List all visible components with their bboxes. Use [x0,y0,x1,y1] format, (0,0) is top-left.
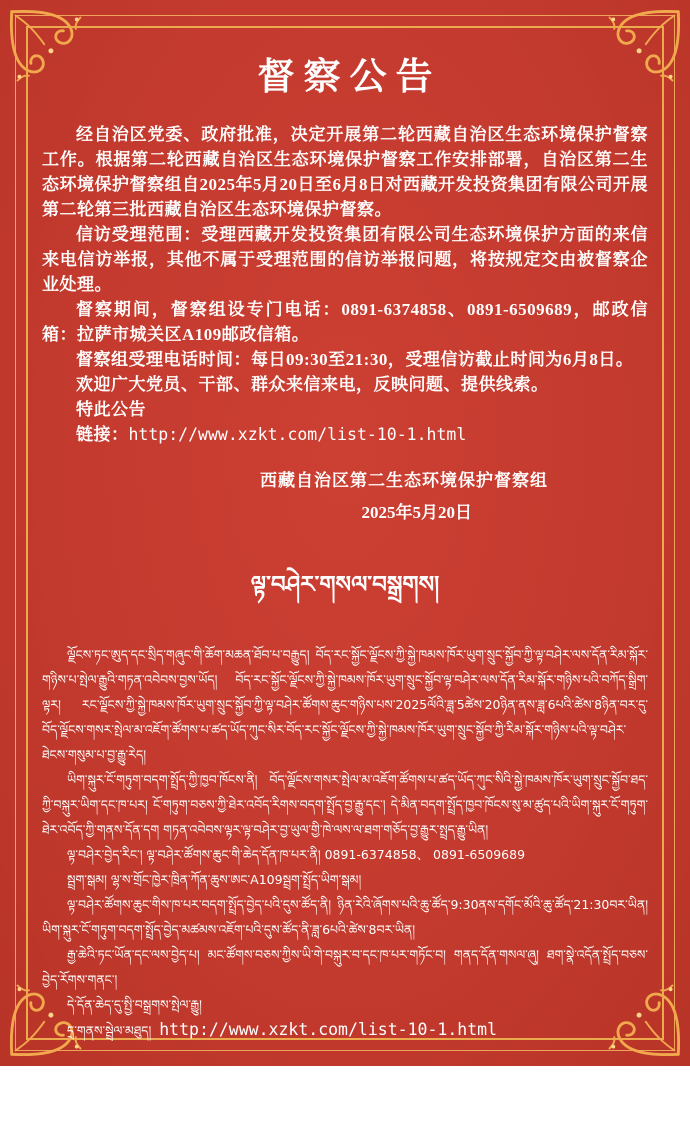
paragraph-bo-approval: ལྗོངས་ཏང་ཨུད་དང་སྲིད་གཞུང་གི་ཆོག་མཆན་ཐོབ་པ་བརྒྱུད། བོད་རང་སྐྱོང་ལྗོངས་ཀྱི་སྐྱེ་ཁམས་ཁོར་ཡུག་སྲུང་སྐྱོབ་ཀྱི་ལྟ་བཤེར་ལས་དོན་རིམ་སྐོར་གཉིས་པ་སྤེལ་རྒྱུའི་གཏན་འབེབས་བྱས་ཡོད། བོད་རང་སྐྱོང་ལྗོངས་ཀྱི་སྐྱེ་ཁམས་ཁོར་ཡུག་སྲུང་སྐྱོབ་ལྟ་བཤེར་ལས་དོན་རིམ་སྐོར་གཉིས་པའི་བཀོད་སྒྲིག་ལྟར། རང་ལྗོངས་ཀྱི་སྐྱེ་ཁམས་ཁོར་ཡུག་སྲུང་སྐྱོབ་ཀྱི་ལྟ་བཤེར་ཚོགས་ཆུང་གཉིས་པས་2025ལོའི་ཟླ་5ཚེས་20ཉིན་ནས་ཟླ་6པའི་ཚེས་8ཉིན་བར་དུ་བོད་ལྗོངས་གསར་སྤེལ་མ་འཇོག་ཚོགས་པ་ཚད་ཡོད་ཀུང་སིར་བོད་རང་སྐྱོང་ལྗོངས་ཀྱི་སྐྱེ་ཁམས་ཁོར་ཡུག་སྲུང་སྐྱོབ་ཀྱི་རིམ་སྐོར་གཉིས་པའི་ལྟ་བཤེར་ཐེངས་གསུམ་པ་བྱ་རྒྱུ་རེད། [42,647,648,762]
paragraph-zh-hours-deadline: 督察组受理电话时间：每日09:30至21:30，受理信访截止时间为6月8日。 [76,350,634,369]
paragraph-zh-welcome: 欢迎广大党员、干部、群众来信来电，反映问题、提供线索。 [76,375,549,394]
page-title-bo: ལྟ་བཤེར་གསལ་བསྒྲགས། [250,572,440,598]
paragraph-bo-welcome: རྒྱ་ཆེའི་ཏང་ཡོན་དང་ལས་བྱེད་པ། མང་ཚོགས་བཅས་ཀྱིས་ཡི་གེ་བསྐུར་བ་དང་ཁ་པར་གཏོང་བ། གནད་དོན་གསལ་ཞུ། ཐག་སྣེ་འདོན་སྤྲོད་བཅས་བྱེད་རོགས་གནང་། [42,947,648,987]
paragraph-bo-hereby: དེ་དོན་ཆེད་དུ་སྤྱི་བསྒྲགས་སྤེལ་རྒྱུ། [67,997,202,1012]
announcement-link-zh[interactable]: http://www.xzkt.com/list-10-1.html [128,425,467,444]
link-label-bo: དྲ་གནས་སྦྲེལ་མཐུད། [67,1023,152,1038]
date-bo: 2025ལོའི་ཟླ་5ཚེས་20ལ། [381,1114,498,1129]
page-title-zh: 督察公告 [257,57,442,98]
link-label-zh: 链接： [76,425,129,444]
paragraph-zh-hereby: 特此公告 [76,400,146,419]
paragraph-bo-mailbox: སྦྲག་སྒམ། ལྷ་ས་གྲོང་ཁྱེར་ཁྲིན་ཀོན་ཆུས་ཨང་A109སྦྲག་སྤྲོད་ཡིག་སྒམ། [67,872,362,887]
paragraph-zh-approval: 经自治区党委、政府批准，决定开展第二轮西藏自治区生态环境保护督察工作。根据第二轮西藏自治区生态环境保护督察工作安排部署，自治区第二生态环境保护督察组自2025年5月20日至6月8日对西藏开发投资集团有限公司开展第二轮第三批西藏自治区生态环境保护督察。 [42,125,648,219]
paragraph-bo-hours-deadline: ལྟ་བཤེར་ཚོགས་ཆུང་གིས་ཁ་པར་བདག་སྤྲོད་བྱེད་པའི་དུས་ཚོད་ནི། ཉིན་རེའི་ཞོགས་པའི་ཆུ་ཚོད་9:30ནས་དགོང་མོའི་ཆུ་ཚོད་21:30བར་ཡིན། ཡིག་སྐུར་ངོ་གཏུག་བདག་སྤྲོད་བྱེད་མཚམས་འཇོག་པའི་དུས་ཚོད་ནི་ཟླ་6པའི་ཚེས་8བར་ཡིན། [42,897,648,937]
announcement-link-bo[interactable]: http://www.xzkt.com/list-10-1.html [159,1020,498,1039]
paragraph-bo-petition-scope: ཡིག་སྐུར་ངོ་གཏུག་བདག་སྤྲོད་ཀྱི་ཁྱབ་ཁོངས་ནི། བོད་ལྗོངས་གསར་སྤེལ་མ་འཇོག་ཚོགས་པ་ཚད་ཡོད་ཀུང་སིའི་སྐྱེ་ཁམས་ཁོར་ཡུག་སྲུང་སྐྱོབ་ཐད་ཀྱི་བསྐུར་ཡིག་དང་ཁ་པར། ངོ་གཏུག་བཅས་ཀྱི་ཐེར་འབོད་རིགས་བདག་སྤྲོད་བྱ་རྒྱུ་དང་། དེ་མིན་བདག་སྤྲོད་ཁྱབ་ཁོངས་སུ་མ་ཚུད་པའི་ཡིག་སྐུར་ངོ་གཏུག་ཐེར་འབོད་ཀྱི་གནས་དོན་དག གཏན་འབེབས་ལྟར་ལྟ་བཤེར་བྱ་ཡུལ་གྱི་ཁེ་ལས་ལ་ཐག་གཅོད་བྱ་རྒྱུར་སྤྲད་རྒྱུ་ཡིན། [42,772,648,837]
signature-bo: རང་སྐྱོང་ལྗོངས་ཀྱི་སྐྱེ་ཁམས་ཁོར་ཡུག་སྲུང་སྐྱོབ་ལྟ་བཤེར་ཚོགས་ཆུང་གཉིས་པ་ནས། [268,1071,600,1086]
paragraph-bo-link-line [42,1017,648,1043]
paragraph-zh-link-line [42,422,648,447]
paragraph-zh-petition-scope: 信访受理范围：受理西藏开发投资集团有限公司生态环境保护方面的来信来电信访举报，其他不属于受理范围的信访举报问题，将按规定交由被督察企业处理。 [42,225,648,294]
paragraph-zh-phones-mailbox: 督察期间，督察组设专门电话：0891-6374858、0891-6509689，邮政信箱：拉萨市城关区A109邮政信箱。 [42,300,648,344]
date-zh: 2025年5月20日 [361,503,472,522]
signature-zh: 西藏自治区第二生态环境保护督察组 [260,471,548,490]
paragraph-bo-phones: ལྟ་བཤེར་བྱེད་རིང་། ལྟ་བཤེར་ཚོགས་ཆུང་གི་ཆེད་དོན་ཁ་པར་ནི། 0891-6374858、 0891-6509689 [67,847,526,862]
